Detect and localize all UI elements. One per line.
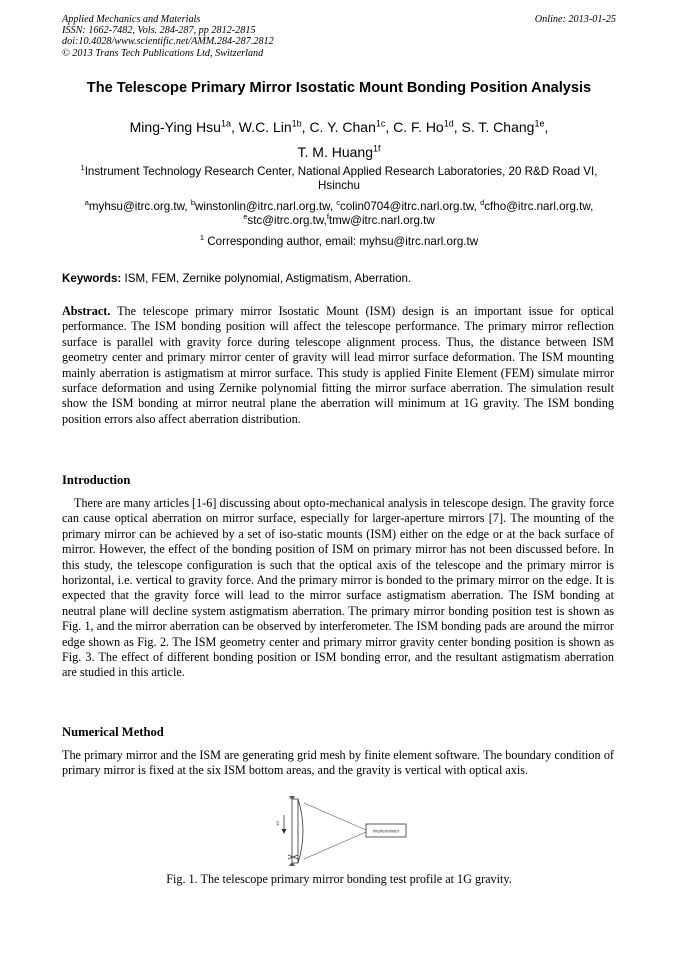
email-link[interactable]: cfho@itrc.narl.org.tw, <box>484 200 594 213</box>
author: W.C. Lin$^{1b}$, <box>238 118 310 135</box>
email-link[interactable]: winstonlin@itrc.narl.org.tw, <box>195 200 337 213</box>
journal-doi: doi:10.4028/www.scientific.net/AMM.284-287.2812 <box>62 36 274 48</box>
primary-mirror <box>292 799 303 863</box>
section-heading-numerical-method: Numerical Method <box>62 725 164 739</box>
journal-info <box>62 14 616 59</box>
affiliation: $^1$Instrument Technology Research Center, National Applied Research Laboratories, 20 R&D Road VI, Hsinchu <box>80 163 598 192</box>
email-link[interactable]: stc@itrc.org.tw, <box>247 214 327 227</box>
section-heading-introduction: Introduction <box>62 473 131 487</box>
figure-1-test-profile <box>262 793 410 869</box>
light-beam <box>304 803 366 859</box>
author: C. F. $Ho^{1d}$, <box>393 118 462 135</box>
author: C. Y. Chan$^{1c}$, <box>309 118 394 135</box>
abstract <box>62 304 614 427</box>
introduction-text: There are many articles [1-6] discussing about opto-mechanical analysis in telescope design. The gravity force can cause optical aberration on mirror surface, especially for larger-aperture mirrors [7]. The mounting of the primary mirror can be achieved by a set of iso-static mounts (ISM) either on the edge or at the back surface of mirror. However, the effect of the bonding position of ISM on primary mirror has not been discussed before. In this study, the telescope configuration is such that the optical axis of the telescope and the primary mirror is horizontal, i.e. vertical to gravity force. And the primary mirror is bonded to the primary mirror on the edge. It is expected that the gravity force will lead to the mirror surface astigmatism aberration. The ISM bonding at neutral plane will decline system astigmatism aberration. The primary mirror bonding position test is shown as Fig. 1, and the mirror aberration can be observed by interferometer. The ISM bonding pads are around the mirror edge shown as Fig. 2. The ISM geometry center and primary mirror gravity center bonding position is shown as Fig. 3. The effect of different bonding position or ISM bonding error, and the resultant astigmatism aberration are studied in this article. <box>62 496 614 680</box>
svg-text:1G: 1G <box>275 820 280 826</box>
corresponding-author: $^1$ Corresponding author, email: myhsu@itrc.narl.org.tw <box>199 233 479 248</box>
paper-title: The Telescope Primary Mirror Isostatic Mount Bonding Position Analysis <box>86 80 592 96</box>
abstract-label: Abstract. <box>62 304 111 318</box>
author: S. T. Chang$^{1e}$, <box>461 118 549 135</box>
author-list <box>62 115 616 165</box>
author: T. M. Huang$^{1f}$ <box>297 143 381 160</box>
keywords: Keywords: ISM, FEM, Zernike polynomial, Astigmatism, Aberration. <box>62 272 412 285</box>
email-link[interactable]: colin0704@itrc.narl.org.tw, <box>340 200 481 213</box>
journal-header <box>62 14 616 59</box>
email-link[interactable]: tmw@itrc.narl.org.tw <box>328 214 435 227</box>
numerical-method-text: The primary mirror and the ISM are generating grid mesh by finite element software. The boundary condition of primary mirror is fixed at the six ISM bottom areas, and the gravity is vertical with optical axis. <box>62 748 614 778</box>
online-date: Online: 2013-01-25 <box>534 14 616 25</box>
email-link[interactable]: myhsu@itrc.org.tw, <box>88 200 191 213</box>
gravity-arrow-icon <box>275 815 287 834</box>
figure-1-caption: Fig. 1. The telescope primary mirror bonding test profile at 1G gravity. <box>166 872 512 886</box>
svg-text:Interferometer: Interferometer <box>372 828 400 834</box>
journal-issn: ISSN: 1662-7482, Vols. 284-287, pp 2812-2815 <box>62 25 256 37</box>
abstract-text: The telescope primary mirror Isostatic Mount (ISM) design is an important issue for optical performance. The ISM bonding position will affect the telescope performance. The primary mirror reflection surface is parallel with gravity force during telescope alignment process. Thus, the distance between ISM geometry center and primary mirror center of gravity will lead mirror surface deformation. The ISM mounting mainly aberration is astigmatism at mirror surface. This study is applied Finite Element (FEM) simulate mirror surface deformation and using Zernike polynomial fitting the mirror surface aberration. The simulation result show the ISM bonding at mirror neutral plane the aberration will minimum at 1G gravity. The ISM bonding position errors also affect aberration distribution. <box>62 304 614 426</box>
author: Ming-Ying Hsu$^{1a}$, <box>129 118 239 135</box>
interferometer <box>366 824 406 837</box>
journal-name: Applied Mechanics and Materials <box>62 14 201 25</box>
journal-copyright: © 2013 Trans Tech Publications Ltd, Switzerland <box>62 47 264 59</box>
author-emails: $^a$myhsu@itrc.org.tw, $^b$winstonlin@itrc.narl.org.tw, $^c$colin0704@itrc.narl.org.tw, $^d$cfho@itrc.narl.org.tw, $^e$stc@itrc.org.tw,$^f$tmw@itrc.narl.org.tw <box>84 198 594 227</box>
